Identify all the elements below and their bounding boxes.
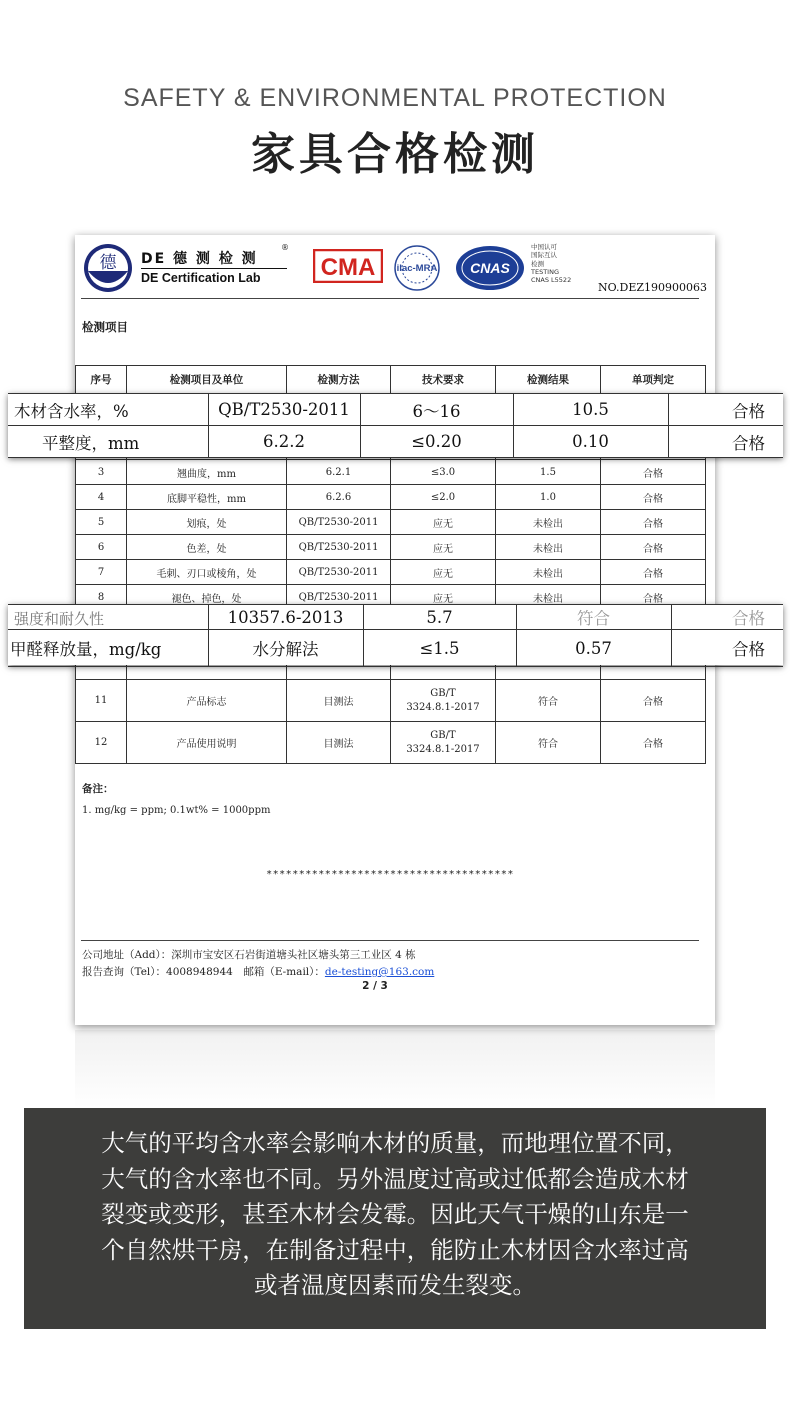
cell-requirement: ≤2.0 [391,485,496,510]
cell-item: 产品标志 [127,680,287,722]
cell-method: 6.2.1 [287,460,391,485]
lab-name-divider [141,268,287,269]
cma-logo-icon [313,249,383,283]
zoom-cell-verdict: 合格 [671,630,783,667]
cell-verdict: 合格 [601,722,706,764]
cell-method: QB/T2530-2011 [287,560,391,585]
cell-no: 5 [76,510,127,535]
email-link[interactable]: de-testing@163.com [324,966,435,978]
table-row [76,485,706,510]
cell-result: 符合 [496,722,601,764]
remarks-label: 备注： [82,783,114,795]
remark-1: 1. mg/kg = ppm; 0.1wt% = 1000ppm [82,805,271,816]
col-header-no: 序号 [76,366,127,394]
zoom-callout-moisture-flatness [8,393,783,457]
cell-requirement: GB/T 3324.8.1-2017 [391,680,496,722]
cell-method: 目测法 [287,680,391,722]
zoom-cell-verdict: 合格 [671,605,783,630]
cell-item: 色差，处 [127,535,287,560]
cell-requirement: 应无 [391,510,496,535]
cnas-line: CNAS L5522 [531,276,572,285]
cell-result: 未检出 [496,560,601,585]
cell-verdict: 合格 [601,460,706,485]
col-header-verdict: 单项判定 [601,366,706,394]
zoom-cell-requirement: ≤1.5 [363,630,516,667]
cell-result: 符合 [496,680,601,722]
cell-item: 底脚平稳性，mm [127,485,287,510]
col-header-item: 检测项目及单位 [127,366,287,394]
table-row [76,680,706,722]
table-row [76,560,706,585]
cell-verdict: 合格 [601,585,706,610]
cnas-logo-icon [453,243,527,293]
zoom-cell-method: 6.2.2 [208,426,360,458]
zoom-row [8,394,783,426]
cell-requirement: 应无 [391,585,496,610]
zoom-cell-requirement: ≤0.20 [360,426,513,458]
section-label: 检测项目 [82,320,128,334]
col-header-requirement: 技术要求 [391,366,496,394]
lab-name-cn: DE 德 测 检 测 [141,251,258,267]
cell-requirement: GB/T 3324.8.1-2017 [391,722,496,764]
header-rule [81,298,699,299]
cell-item: 产品使用说明 [127,722,287,764]
lab-contact [82,964,434,979]
cell-requirement: ≤3.0 [391,460,496,485]
cell-requirement: 应无 [391,535,496,560]
zoom-cell-requirement: 6～16 [360,394,513,426]
cell-no: 3 [76,460,127,485]
zoom-cell-method: 水分解法 [208,630,363,667]
zoom-cell-verdict: 合格 [668,426,783,458]
zoom-cell-result: 0.57 [516,630,671,667]
cell-result: 未检出 [496,585,601,610]
zoom-cell-result: 0.10 [513,426,668,458]
cell-item: 毛刺、刃口或棱角，处 [127,560,287,585]
contact-prefix: 报告查询（Tel）：4008948944 邮箱（E-mail）： [82,966,325,978]
ilac-mra-logo-icon [389,243,445,293]
zoom-callout-strength-formaldehyde [8,604,783,665]
cell-method: QB/T2530-2011 [287,535,391,560]
cell-no: 6 [76,535,127,560]
ilac-text: ilac-MRA [396,263,438,274]
cell-verdict: 合格 [601,510,706,535]
page-number: 2 / 3 [362,980,388,992]
table-row [76,722,706,764]
zoom-row [8,605,783,630]
cell-method: QB/T2530-2011 [287,585,391,610]
caption-line: 大气的含水率也不同。另外温度过高或过低都会造成木材 [101,1164,689,1193]
chinese-title: 家具合格检测 [251,129,539,180]
cell-no: 8 [76,585,127,610]
cell-verdict: 合格 [601,680,706,722]
cnas-text: CNAS [470,260,510,276]
caption-line: 裂变或变形，甚至木材会发霉。因此天气干燥的山东是一 [101,1200,689,1228]
caption-box [24,1108,766,1329]
zoom-row [8,630,783,667]
cell-method: 目测法 [287,722,391,764]
cnas-line: TESTING [531,267,559,276]
cell-item: 翘曲度，mm [127,460,287,485]
cell-verdict: 合格 [601,535,706,560]
cell-method: QB/T2530-2011 [287,510,391,535]
lab-address: 公司地址（Add）：深圳市宝安区石岩街道塘头社区塘头第三工业区 4 栋 [82,949,416,961]
caption-line: 个自然烘干房，在制备过程中，能防止木材因含水率过高 [101,1235,689,1264]
cnas-accreditation-text [531,243,571,284]
cell-item: 划痕，处 [127,510,287,535]
caption-line: 大气的平均含水率会影响木材的质量，而地理位置不同， [101,1129,689,1157]
de-lab-logo-icon [83,243,133,293]
cell-result: 1.5 [496,460,601,485]
registered-mark: ® [281,243,289,252]
zoom-cell-requirement: 5.7 [363,605,516,630]
zoom-cell-verdict: 合格 [668,394,783,426]
cell-no: 4 [76,485,127,510]
caption-line: 或者温度因素而发生裂变。 [254,1271,536,1299]
cnas-line: 检测 [531,259,544,268]
table-row [76,510,706,535]
cnas-line: 中国认可 [531,243,557,251]
english-title: SAFETY & ENVIRONMENTAL PROTECTION [123,84,667,112]
cell-no: 12 [76,722,127,764]
zoom-cell-item: 平整度，mm [8,426,208,458]
zoom-cell-method: QB/T2530-2011 [208,394,360,426]
report-number: NO.DEZ190900063 [598,281,707,294]
zoom-cell-method: 10357.6-2013 [208,605,363,630]
cell-verdict: 合格 [601,560,706,585]
cell-method: 6.2.6 [287,485,391,510]
cell-verdict: 合格 [601,485,706,510]
zoom-cell-item: 甲醛释放量，mg/kg [8,630,208,667]
cell-item: 褪色、掉色，处 [127,585,287,610]
logo-glyph: 德 [99,253,117,273]
cell-result: 未检出 [496,510,601,535]
cma-text: CMA [320,254,376,281]
zoom-row [8,426,783,458]
sheet-reflection [75,1030,715,1108]
cnas-line: 国际互认 [531,251,557,260]
zoom-cell-result: 符合 [516,605,671,630]
cell-no: 11 [76,680,127,722]
zoom-cell-item: 木材含水率，% [8,394,208,426]
cell-no: 7 [76,560,127,585]
table-row [76,460,706,485]
cell-result: 未检出 [496,535,601,560]
end-of-report-stars: ************************************** [266,869,514,880]
col-header-method: 检测方法 [287,366,391,394]
lab-name-en: DE Certification Lab [141,271,261,285]
zoom-cell-item: 强度和耐久性 [8,605,208,630]
footer-rule [81,940,699,941]
col-header-result: 检测结果 [496,366,601,394]
table-row [76,535,706,560]
cell-requirement: 应无 [391,560,496,585]
zoom-cell-result: 10.5 [513,394,668,426]
cell-result: 1.0 [496,485,601,510]
